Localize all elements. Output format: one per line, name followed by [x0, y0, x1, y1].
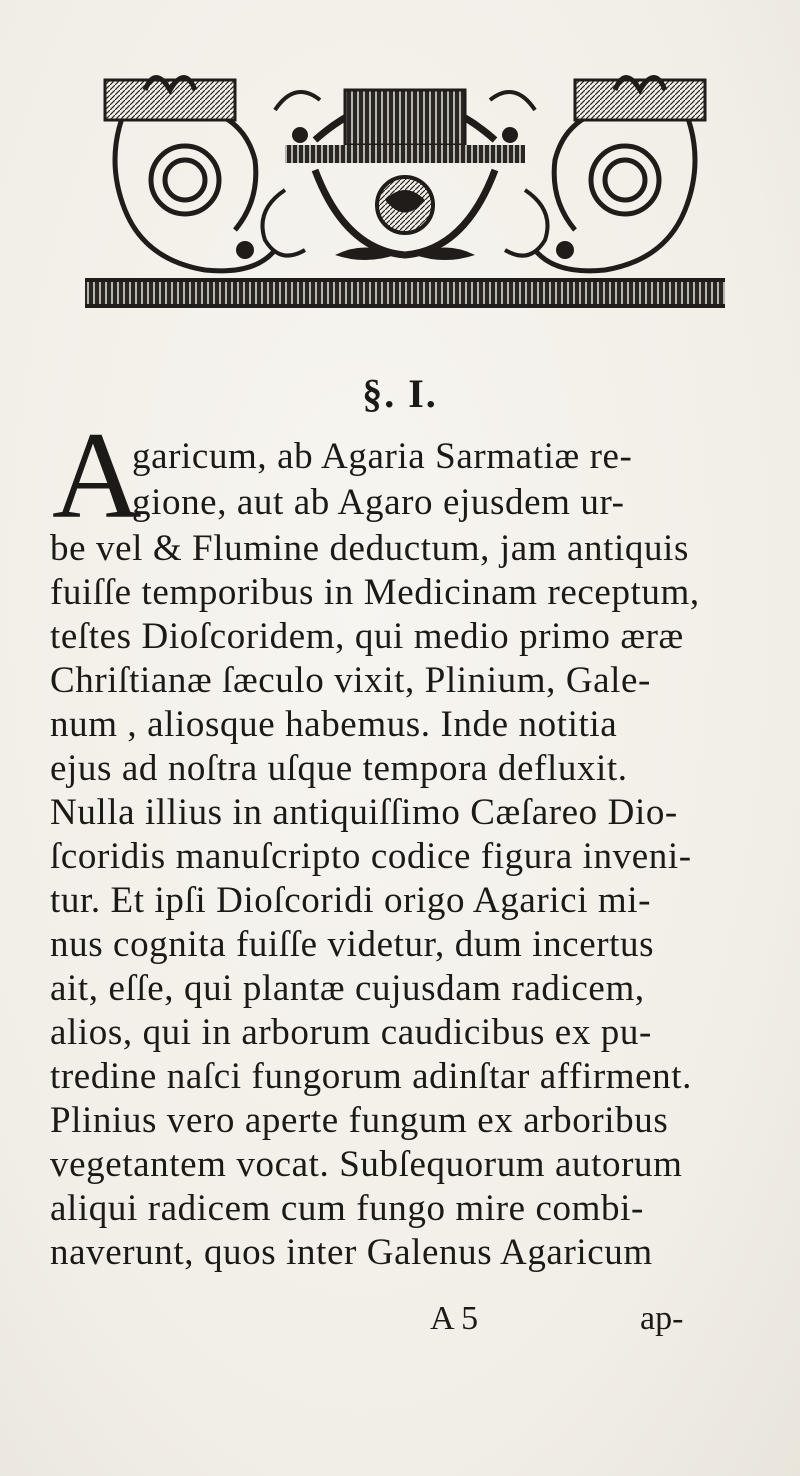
text-line-13: ait, eſſe, qui plantæ cujusdam radicem, — [50, 968, 645, 1009]
catchword: ap- — [640, 1300, 684, 1337]
text-line-19: naverunt, quos inter Galenus Agaricum — [50, 1232, 653, 1273]
text-line-2: gione, aut ab Agaro ejusdem ur- — [132, 482, 625, 523]
text-line-8: ejus ad noſtra uſque tempora defluxit. — [50, 748, 628, 789]
text-line-16: Plinius vero aperte fungum ex arboribus — [50, 1100, 669, 1141]
text-line-17: vegetantem vocat. Subſequorum autorum — [50, 1144, 683, 1185]
text-line-18: aliqui radicem cum fungo mire combi- — [50, 1188, 644, 1229]
text-line-1: garicum, ab Agaria Sarmatiæ re- — [132, 436, 633, 477]
text-line-9: Nulla illius in antiquiſſimo Cæſareo Dio- — [50, 792, 678, 833]
text-line-14: alios, qui in arborum caudicibus ex pu- — [50, 1012, 652, 1053]
initial-letter: A — [52, 407, 142, 544]
text-line-5: teſtes Dioſcoridem, qui medio primo æræ — [50, 616, 684, 657]
text-line-15: tredine naſci fungorum adinſtar affirment. — [50, 1056, 692, 1097]
text-line-6: Chriſtianæ ſæculo vixit, Plinium, Gale- — [50, 660, 651, 701]
signature-mark: A 5 — [430, 1300, 479, 1337]
text-line-3: be vel & Flumine deductum, jam antiquis — [50, 528, 689, 569]
text-line-10: ſcoridis manuſcripto codice figura inveni- — [50, 836, 692, 877]
text-line-11: tur. Et ipſi Dioſcoridi origo Agarici mi- — [50, 880, 652, 921]
text-line-7: num , aliosque habemus. Inde notitia — [50, 704, 618, 745]
text-line-12: nus cognita fuiſſe videtur, dum incertus — [50, 924, 655, 965]
text-line-4: fuiſſe temporibus in Medicinam receptum, — [50, 572, 700, 613]
ornamental-headpiece — [85, 50, 725, 310]
section-heading: §. I. — [362, 371, 438, 416]
